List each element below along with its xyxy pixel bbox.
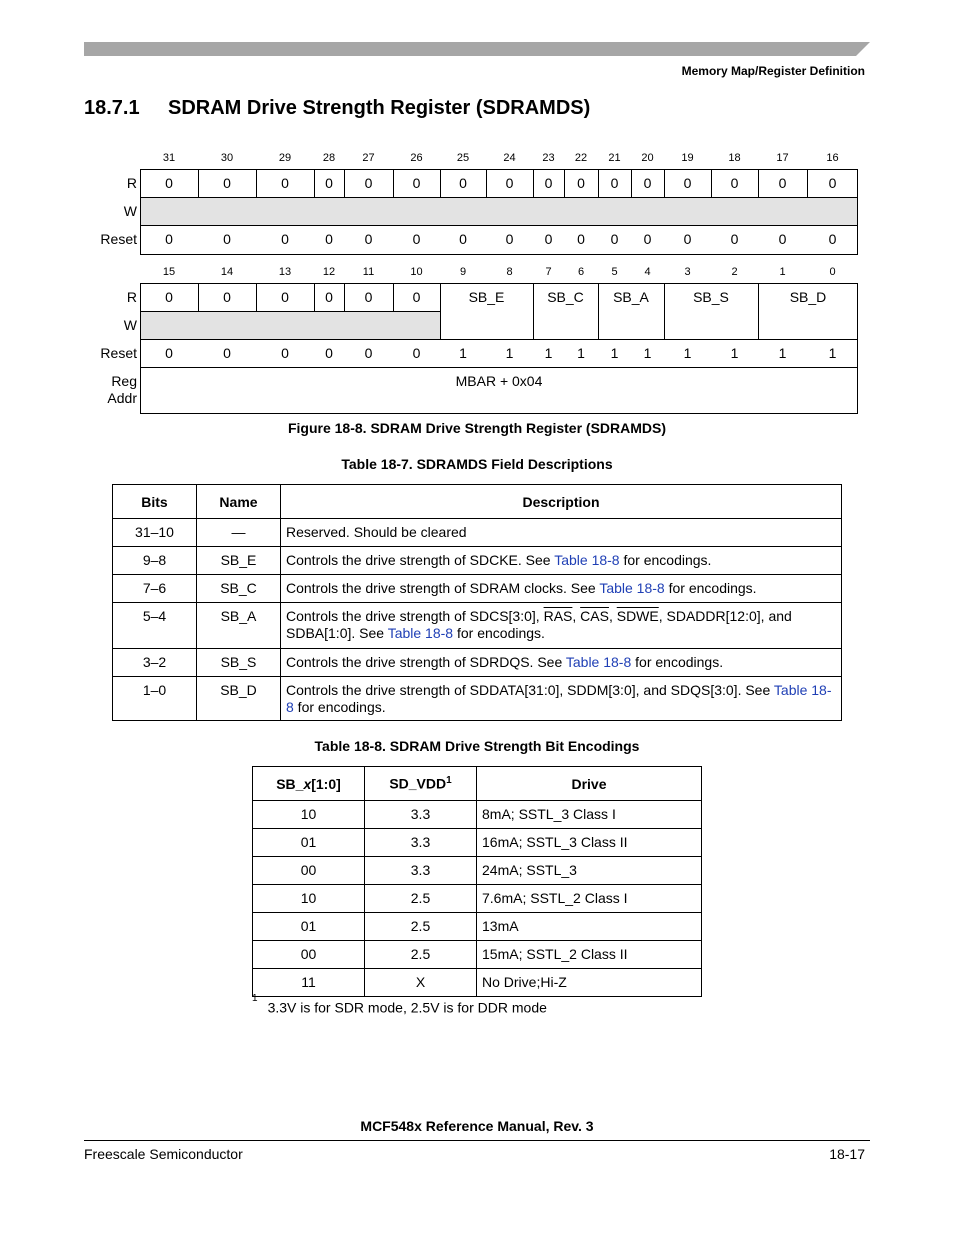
- bit-reset-value: 0: [610, 231, 619, 247]
- label-reg: Reg: [111, 373, 137, 389]
- table-cell-description: Reserved. Should be cleared: [281, 519, 842, 547]
- table-link[interactable]: Table 18-8: [387, 625, 454, 641]
- bit-read-value: 0: [223, 175, 231, 191]
- bit-read-value: 0: [165, 289, 173, 305]
- bit-read-value: 0: [505, 175, 514, 191]
- bit-read-value: 0: [325, 175, 333, 191]
- table-cell-name: SB_E: [197, 547, 281, 575]
- table-cell-sdvdd: 2.5: [365, 913, 477, 941]
- bit-read-value: 0: [364, 289, 373, 305]
- table2-caption: Table 18-8. SDRAM Drive Strength Bit Encodings: [314, 738, 640, 754]
- bit-reset-value: 1: [610, 345, 619, 361]
- table-cell-sbx: 00: [253, 941, 365, 969]
- bit-read-value: 0: [412, 289, 421, 305]
- table-cell-description: Controls the drive strength of SDRAM clocks. See Table 18-8 for encodings.: [281, 575, 842, 603]
- bit-read-value: 0: [223, 289, 231, 305]
- footer-company: Freescale Semiconductor: [84, 1146, 243, 1162]
- field-sb-e: SB_E: [468, 289, 505, 305]
- bit-reset-value: 1: [544, 345, 553, 361]
- bit-read-value: 0: [544, 175, 553, 191]
- table-cell-description: Controls the drive strength of SDDATA[31:0], SDDM[3:0], and SDQS[3:0]. See Table 18-8 for encodings.: [281, 677, 842, 721]
- bit-read-value: 0: [778, 175, 787, 191]
- bit-reset-value: 0: [683, 231, 692, 247]
- table-cell-bits: 31–10: [113, 519, 197, 547]
- bit-read-value: 0: [683, 175, 692, 191]
- bit-reset-value: 0: [505, 231, 514, 247]
- footer-manual-title: MCF548x Reference Manual, Rev. 3: [360, 1118, 594, 1134]
- bit-reset-value: 0: [281, 231, 289, 247]
- table-row: [253, 885, 702, 913]
- bit-read-value: 0: [325, 289, 333, 305]
- table2-header-sbx: SB_x[1:0]: [253, 767, 365, 801]
- bit-read-value: 0: [577, 175, 585, 191]
- table-cell-sbx: 10: [253, 885, 365, 913]
- bit-read-value: 0: [610, 175, 619, 191]
- bit-read-value: 0: [730, 175, 739, 191]
- table-cell-bits: 5–4: [113, 603, 197, 649]
- bit-reset-value: 1: [459, 345, 467, 361]
- bit-reset-value: 0: [577, 231, 585, 247]
- table-cell-drive: 24mA; SSTL_3: [477, 857, 702, 885]
- table-cell-description: Controls the drive strength of SDCKE. See Table 18-8 for encodings.: [281, 547, 842, 575]
- row-label-w: W: [123, 203, 137, 219]
- table-cell-name: SB_C: [197, 575, 281, 603]
- table-row: [253, 913, 702, 941]
- table-cell-name: SB_S: [197, 649, 281, 677]
- section-number: 18.7.1: [84, 97, 140, 119]
- bit-reset-value: 0: [165, 345, 173, 361]
- table-row: [113, 603, 842, 649]
- table-cell-sdvdd: 3.3: [365, 829, 477, 857]
- bit-read-value: 0: [828, 175, 837, 191]
- table-cell-sbx: 11: [253, 969, 365, 997]
- bit-reset-value: 0: [459, 231, 467, 247]
- bit-reset-value: 0: [223, 231, 231, 247]
- field-sb-c: SB_C: [547, 289, 584, 305]
- bit-reset-value: 0: [223, 345, 231, 361]
- bit-reset-value: 1: [730, 345, 739, 361]
- bit-reset-value: 0: [325, 345, 333, 361]
- table-cell-drive: 7.6mA; SSTL_2 Class I: [477, 885, 702, 913]
- bit-reset-value: 0: [281, 345, 289, 361]
- table-link[interactable]: Table 18-8: [565, 654, 632, 670]
- write-reserved-shade: [141, 198, 857, 225]
- table-cell-sbx: 10: [253, 801, 365, 829]
- bit-read-value: 0: [281, 175, 289, 191]
- table2-header-drive: Drive: [477, 767, 702, 801]
- bit-read-value: 0: [281, 289, 289, 305]
- table-row: [253, 829, 702, 857]
- table-row: [253, 941, 702, 969]
- table-cell-description: Controls the drive strength of SDCS[3:0], $\overline{RAS}$, $\overline{CAS}$, SDWE, SDADDR[12:0], and SDBA[1:0]. See Table 18-8 for encodings.: [281, 603, 842, 649]
- table1-header-name: Name: [197, 485, 281, 519]
- field-description-table: [112, 484, 842, 721]
- table-row: [253, 969, 702, 997]
- bit-read-value: 0: [165, 175, 173, 191]
- table-link[interactable]: Table 18-8: [554, 552, 620, 568]
- table-cell-sdvdd: 2.5: [365, 941, 477, 969]
- bit-reset-value: 1: [643, 345, 652, 361]
- table-row: [113, 547, 842, 575]
- table-cell-drive: 13mA: [477, 913, 702, 941]
- row-label-w: W: [123, 317, 137, 333]
- table-cell-sdvdd: 2.5: [365, 885, 477, 913]
- table-cell-sbx: 00: [253, 857, 365, 885]
- table-row: [113, 519, 842, 547]
- table-cell-sdvdd: 3.3: [365, 857, 477, 885]
- figure-caption: Figure 18-8. SDRAM Drive Strength Register (SDRAMDS): [287, 420, 667, 436]
- bit-reset-value: 1: [828, 345, 837, 361]
- table-cell-description: Controls the drive strength of SDRDQS. See Table 18-8 for encodings.: [281, 649, 842, 677]
- drive-strength-encoding-table: [252, 766, 702, 997]
- bit-read-value: 0: [459, 175, 467, 191]
- bit-reset-value: 0: [364, 231, 373, 247]
- table-cell-drive: 15mA; SSTL_2 Class II: [477, 941, 702, 969]
- section-title: SDRAM Drive Strength Register (SDRAMDS): [168, 97, 591, 119]
- table-row: [253, 801, 702, 829]
- table-row: [113, 677, 842, 721]
- table-link[interactable]: Table 18-8: [599, 580, 665, 596]
- label-addr: Addr: [107, 390, 137, 406]
- bit-reset-value: 0: [412, 345, 421, 361]
- bit-reset-value: 0: [730, 231, 739, 247]
- bit-reset-value: 0: [544, 231, 553, 247]
- table-cell-sbx: 01: [253, 913, 365, 941]
- bit-reset-value: 0: [412, 231, 421, 247]
- table-cell-bits: 9–8: [113, 547, 197, 575]
- row-label-reset: Reset: [100, 231, 137, 247]
- table-row: [113, 649, 842, 677]
- bit-reset-value: 1: [505, 345, 514, 361]
- table-cell-bits: 1–0: [113, 677, 197, 721]
- bit-reset-value: 0: [364, 345, 373, 361]
- table-cell-bits: 3–2: [113, 649, 197, 677]
- table-cell-name: —: [197, 519, 281, 547]
- bit-reset-value: 0: [778, 231, 787, 247]
- row-label-r: R: [126, 175, 137, 191]
- table1-caption: Table 18-7. SDRAMDS Field Descriptions: [341, 456, 613, 472]
- table-row: [253, 857, 702, 885]
- bit-reset-value: 1: [577, 345, 585, 361]
- field-sb-a: SB_A: [613, 289, 649, 305]
- table1-header-description: Description: [281, 485, 842, 519]
- bit-reset-value: 0: [828, 231, 837, 247]
- table-cell-sdvdd: 3.3: [365, 801, 477, 829]
- register-address: MBAR + 0x04: [455, 373, 543, 389]
- table1-header-bits: Bits: [113, 485, 197, 519]
- row-label-r: R: [126, 289, 137, 305]
- table-cell-name: SB_A: [197, 603, 281, 649]
- running-title: Memory Map/Register Definition: [681, 64, 865, 78]
- footer-divider: [84, 1140, 870, 1141]
- write-reserved-shade: [141, 312, 440, 339]
- field-sb-d: SB_D: [789, 289, 827, 305]
- table-row: [113, 575, 842, 603]
- bit-reset-value: 1: [778, 345, 787, 361]
- bit-read-value: 0: [412, 175, 421, 191]
- table-cell-drive: No Drive;Hi-Z: [477, 969, 702, 997]
- header-bar: [84, 42, 870, 56]
- table-cell-name: SB_D: [197, 677, 281, 721]
- bit-reset-value: 0: [643, 231, 652, 247]
- bit-reset-value: 0: [325, 231, 333, 247]
- table-cell-sbx: 01: [253, 829, 365, 857]
- table-cell-bits: 7–6: [113, 575, 197, 603]
- bit-reset-value: 1: [683, 345, 692, 361]
- footer-page-number: 18-17: [829, 1146, 865, 1162]
- table-cell-sdvdd: X: [365, 969, 477, 997]
- table-cell-drive: 8mA; SSTL_3 Class I: [477, 801, 702, 829]
- bit-reset-value: 0: [165, 231, 173, 247]
- bit-read-value: 0: [643, 175, 652, 191]
- field-sb-s: SB_S: [693, 289, 729, 305]
- section-heading: [84, 97, 590, 120]
- bit-read-value: 0: [364, 175, 373, 191]
- table2-footnote: $^1$3.3V is for SDR mode, 2.5V is for DDR mode: [252, 993, 547, 1016]
- table-link[interactable]: Table 18-8: [286, 682, 832, 715]
- table-cell-drive: 16mA; SSTL_3 Class II: [477, 829, 702, 857]
- row-label-reset: Reset: [100, 345, 137, 361]
- table2-header-sdvdd: SD_VDD$^1$: [365, 767, 477, 801]
- row-label-reg-addr: [81, 373, 137, 407]
